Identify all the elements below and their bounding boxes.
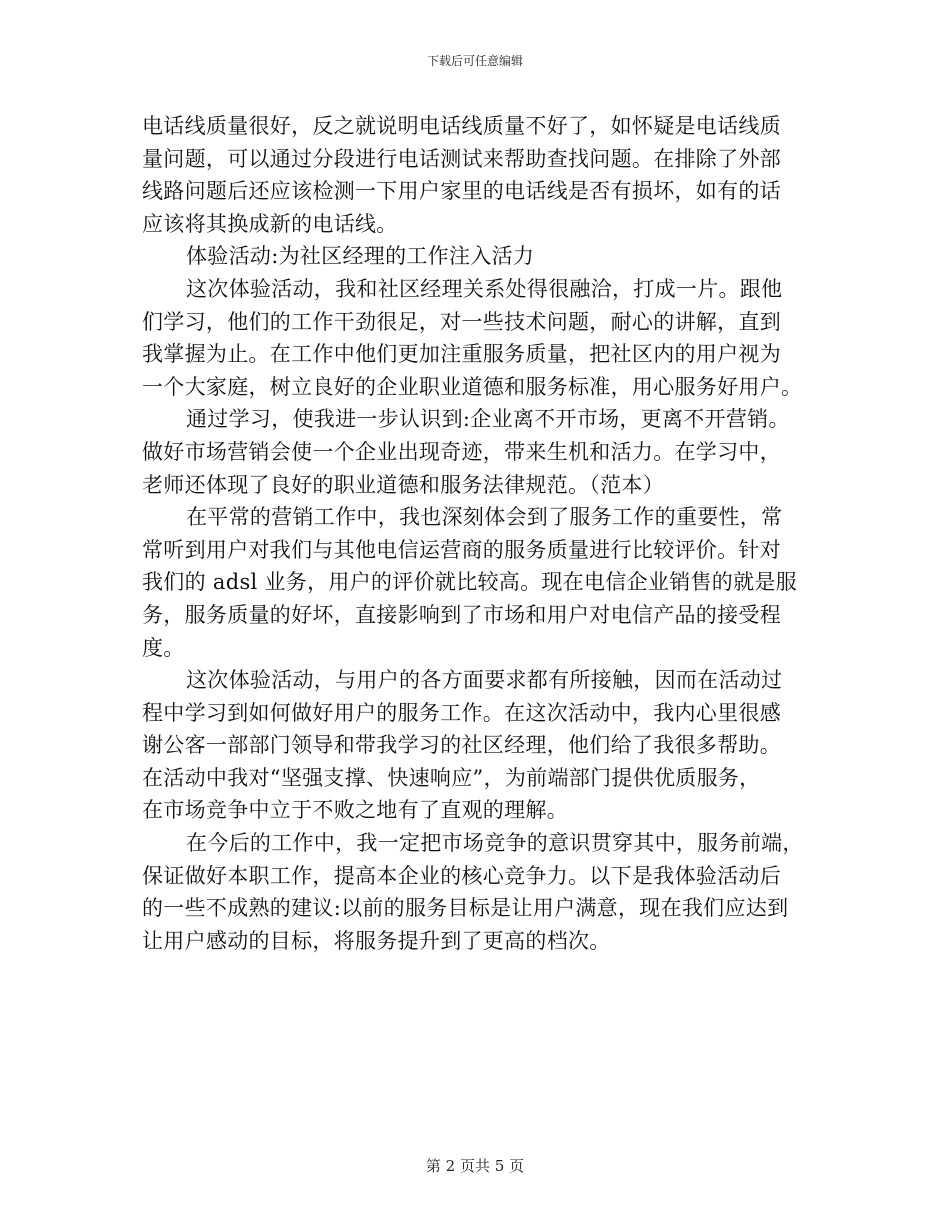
text-line: 谢公客一部部门领导和带我学习的社区经理，他们给了我很多帮助。: [142, 733, 781, 758]
text-line: 老师还体现了良好的职业道德和服务法律规范。（范本）: [142, 472, 664, 497]
page-header: 下载后可任意编辑: [426, 54, 523, 68]
text-line: 们学习，他们的工作干劲很足，对一些技术问题，耐心的讲解，直到: [142, 309, 781, 334]
text-line: 我掌握为止。在工作中他们更加注重服务质量，把社区内的用户视为: [142, 342, 781, 367]
text-line: 在今后的工作中，我一定把市场竞争的意识贯穿其中，服务前端，: [186, 831, 804, 856]
text-line: 的一些不成熟的建议:以前的服务目标是让用户满意，现在我们应达到: [142, 896, 789, 921]
text-line: 在活动中我对“坚强支撑、快速响应”，为前端部门提供优质服务，: [142, 765, 761, 790]
text-line: 度。: [142, 635, 185, 660]
text-line: 一个大家庭，树立良好的企业职业道德和服务标准，用心服务好用户。: [142, 374, 803, 399]
text-line: 这次体验活动，我和社区经理关系处得很融洽，打成一片。跟他: [186, 276, 783, 301]
text-line: 线路问题后还应该检测一下用户家里的电话线是否有损坏，如有的话: [142, 179, 781, 204]
page-number: 第 2 页共 5 页: [425, 1157, 525, 1175]
text-line: 让用户感动的目标，将服务提升到了更高的档次。: [142, 928, 611, 953]
text-line: 常听到用户对我们与其他电信运营商的服务质量进行比较评价。针对: [142, 537, 781, 562]
text-line: 电话线质量很好，反之就说明电话线质量不好了，如怀疑是电话线质: [142, 114, 781, 138]
text-line: 量问题，可以通过分段进行电话测试来帮助查找问题。在排除了外部: [142, 146, 781, 171]
text-line: 这次体验活动，与用户的各方面要求都有所接触，因而在活动过: [186, 668, 783, 693]
text-line: 应该将其换成新的电话线。: [142, 211, 398, 236]
text-line: 在平常的营销工作中，我也深刻体会到了服务工作的重要性，常: [186, 505, 783, 530]
text-line: 通过学习，使我进一步认识到:企业离不开市场，更离不开营销。: [186, 407, 790, 432]
text-line: 做好市场营销会使一个企业出现奇迹，带来生机和活力。在学习中，: [142, 439, 781, 464]
document-body: [142, 110, 812, 957]
text-line: 在市场竞争中立于不败之地有了直观的理解。: [142, 798, 568, 823]
text-line: 保证做好本职工作，提高本企业的核心竞争力。以下是我体验活动后: [142, 863, 781, 888]
section-heading: 体验活动:为社区经理的工作注入活力: [186, 244, 535, 269]
text-line: 务，服务质量的好坏，直接影响到了市场和用户对电信产品的接受程: [142, 602, 781, 627]
text-line: 程中学习到如何做好用户的服务工作。在这次活动中，我内心里很感: [142, 700, 781, 725]
text-line: 我们的 adsl 业务，用户的评价就比较高。现在电信企业销售的就是服: [142, 570, 798, 595]
